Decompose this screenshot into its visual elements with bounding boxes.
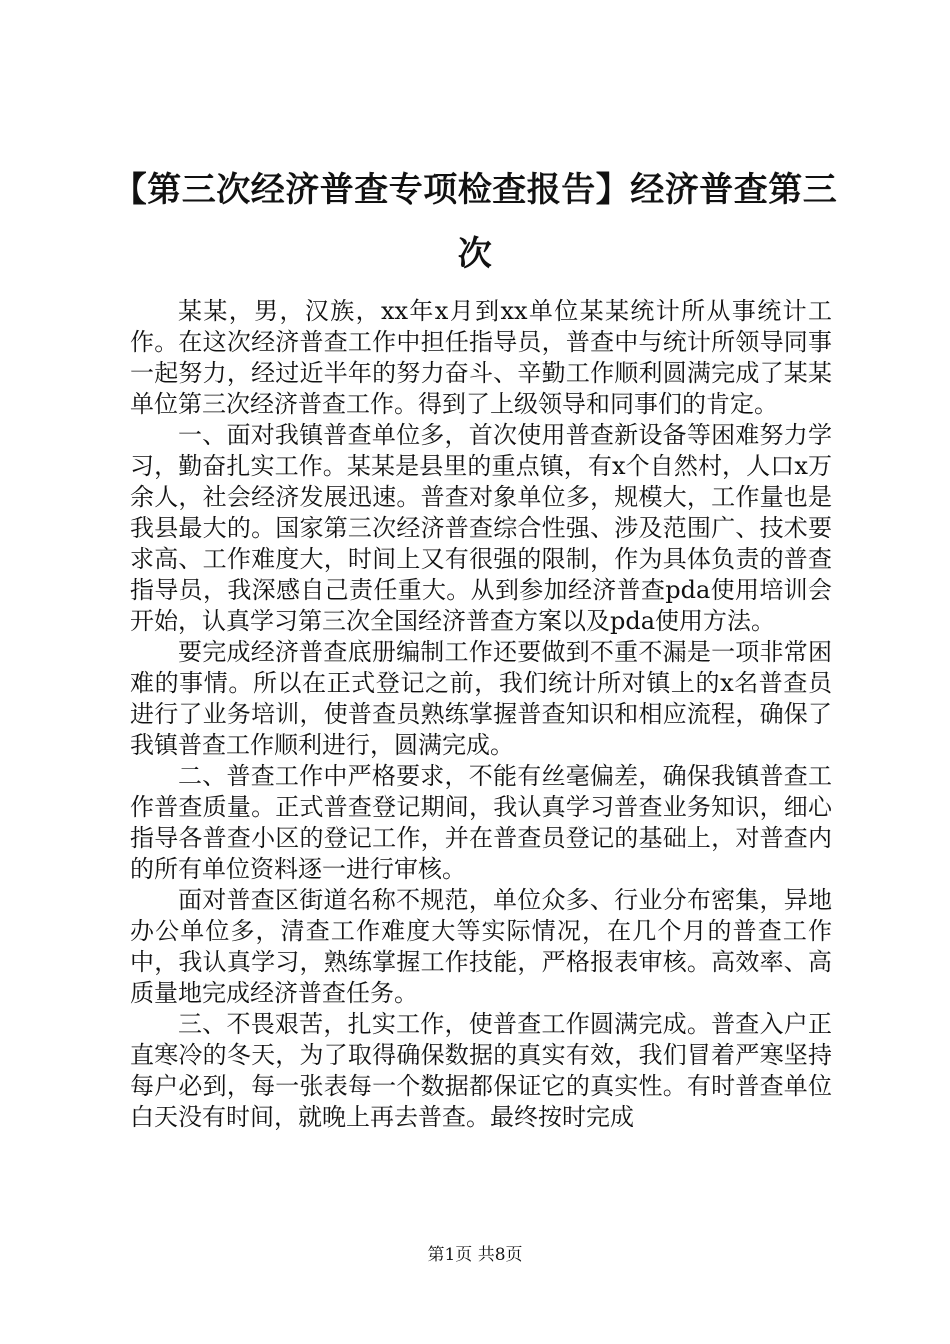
- paragraph-3: 要完成经济普查底册编制工作还要做到不重不漏是一项非常困难的事情。所以在正式登记之前，我们统计所对镇上的x名普查员进行了业务培训，使普查员熟练掌握普查知识和相应流程，确保了我镇普查工作顺利进行，圆满完成。: [130, 638, 832, 759]
- paragraph-2: 一、面对我镇普查单位多，首次使用普查新设备等困难努力学习，勤奋扎实工作。某某是县里的重点镇，有x个自然村，人口x万余人，社会经济发展迅速。普查对象单位多，规模大，工作量也是我县最大的。国家第三次经济普查综合性强、涉及范围广、技术要求高、工作难度大，时间上又有很强的限制，作为具体负责的普查指导员，我深感自己责任重大。从到参加经济普查pda使用培训会开始，认真学习第三次全国经济普查方案以及pda使用方法。: [130, 421, 832, 635]
- paragraph-6: 三、不畏艰苦，扎实工作，使普查工作圆满完成。普查入户正直寒冷的冬天，为了取得确保数据的真实有效，我们冒着严寒坚持每户必到，每一张表每一个数据都保证它的真实性。有时普查单位白天没有时间，就晚上再去普查。最终按时完成: [130, 1010, 832, 1131]
- document-body: [130, 296, 832, 1133]
- paragraph-1: 某某，男，汉族，xx年x月到xx单位某某统计所从事统计工作。在这次经济普查工作中担任指导员，普查中与统计所领导同事一起努力，经过近半年的努力奋斗、辛勤工作顺利圆满完成了某某单位第三次经济普查工作。得到了上级领导和同事们的肯定。: [130, 297, 832, 418]
- paragraph-5: 面对普查区街道名称不规范，单位众多、行业分布密集，异地办公单位多，清查工作难度大等实际情况，在几个月的普查工作中，我认真学习，熟练掌握工作技能，严格报表审核。高效率、高质量地完成经济普查任务。: [130, 886, 832, 1007]
- document-title: 【第三次经济普查专项检查报告】经济普查第三次: [112, 170, 838, 274]
- page-number-footer: 第1页 共8页: [427, 1245, 523, 1265]
- paragraph-4: 二、普查工作中严格要求，不能有丝毫偏差，确保我镇普查工作普查质量。正式普查登记期间，我认真学习普查业务知识，细心指导各普查小区的登记工作，并在普查员登记的基础上，对普查内的所有单位资料逐一进行审核。: [130, 762, 832, 883]
